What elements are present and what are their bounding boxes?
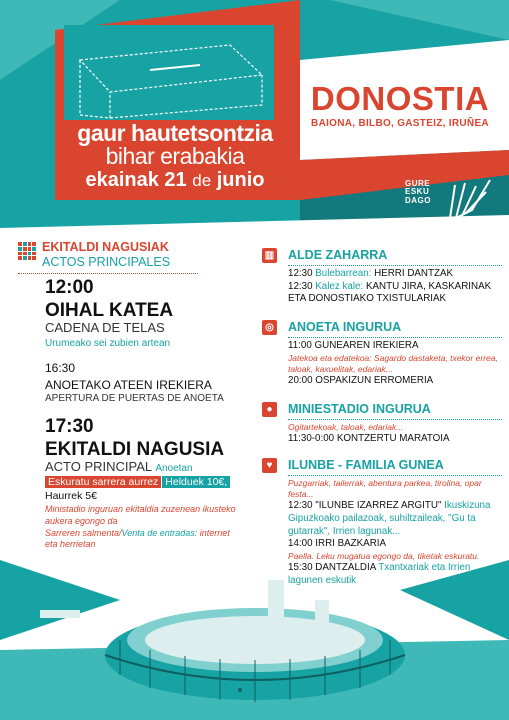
event-subtitle: CADENA DE TELAS	[45, 319, 165, 335]
brand-line-3: DAGO	[405, 195, 431, 205]
list-item: 12:30 Kalez kale: KANTU JIRA, KASKARINAK ETA DONOSTIAKO TXISTULARIAK	[288, 280, 492, 305]
list-item: 11:00 GUNEAREN IREKIERA	[288, 340, 419, 351]
event-time: 16:30	[45, 361, 76, 375]
event-time: 12:00	[45, 277, 94, 298]
sales-where: internet eta herrietan	[45, 527, 230, 550]
other-cities: BAIONA, BILBO, GASTEIZ, IRUÑEA	[311, 118, 489, 129]
section-title-eu: EKITALDI NAGUSIAK	[42, 240, 169, 254]
location-divider	[288, 337, 502, 338]
event-subtitle-row	[45, 460, 240, 474]
location-items	[288, 478, 502, 588]
event-title: EKITALDI NAGUSIA	[45, 439, 225, 460]
event-title: OIHAL KATEA	[45, 300, 174, 321]
slogan-block	[60, 122, 290, 190]
price-adults: Helduek 10€,	[162, 476, 230, 488]
location-divider	[288, 419, 502, 420]
sales-info	[45, 528, 240, 551]
event-title: ANOETAKO ATEEN IREKIERA	[45, 378, 212, 393]
sales-es: Venta de entradas:	[121, 527, 198, 538]
slogan-line-2: bihar erabakia	[105, 143, 245, 169]
section-title-es: ACTOS PRINCIPALES	[42, 255, 171, 269]
list-item: 11:30-0:00 KONTZERTU MARATOIA	[288, 433, 450, 445]
event-time: 17:30	[45, 416, 94, 437]
heart-icon: ♥	[262, 458, 277, 473]
list-item: 12:30 "ILUNBE IZARREZ ARGITU" Ikuskizuna Gipuzkoako pailazoak, suhiltzaileak, "Gu ta gutarrak", Irrien lagunak...	[288, 500, 491, 537]
list-item: 20:00 OSPAKIZUN ERROMERIA	[288, 374, 434, 386]
list-note: Ogitartekoak, taloak, edariak...	[288, 422, 404, 432]
location-items	[288, 422, 502, 446]
location-title: ALDE ZAHARRA	[288, 248, 388, 262]
ticket-label: Eskuratu sarrera aurrez	[45, 476, 161, 488]
event-location: Anoetan	[155, 462, 193, 474]
price-kids: Haurrek 5€	[45, 490, 97, 503]
sales-eu: Sarreren salmenta/	[45, 527, 122, 538]
list-item: 14:00 IRRI BAZKARIA	[288, 538, 387, 550]
stadium-icon: ◎	[262, 320, 277, 335]
list-note: Jatekoa eta edatekoa: Sagardo dastaketa, txekor errea, taloak, kaxuelitak, edariak...	[288, 352, 498, 374]
location-divider	[288, 475, 502, 476]
pin-icon: ●	[262, 402, 277, 417]
event-note: Urumeako sei zubien artean	[45, 338, 171, 350]
event-main-act	[45, 417, 240, 551]
event-subtitle: ACTO PRINCIPAL	[45, 458, 152, 474]
event-anoeta-doors	[45, 362, 224, 404]
ballot-box-icon	[64, 25, 274, 120]
streaming-note: Ministadio inguruan ekitaldia zuzenean ikusteko aukera egongo da	[45, 504, 236, 526]
location-items	[288, 340, 502, 388]
list-note: Paella. Leku mugatua egongo da, tiketak eskuratu.	[288, 551, 480, 562]
section-divider	[18, 273, 198, 274]
list-item: 15:30 DANTZALDIA Txantxariak eta Irrien lagunen eskutik	[288, 562, 471, 586]
slogan-line-1: gaur hautetsontzia	[77, 120, 273, 146]
event-oihal-katea	[45, 278, 173, 349]
date-connector: de	[192, 171, 212, 190]
event-subtitle: APERTURA DE PUERTAS DE ANOETA	[45, 392, 224, 404]
brand-line-1: GURE	[405, 179, 431, 188]
brand-line-2: ESKU	[405, 187, 430, 197]
city-block	[300, 82, 500, 129]
date-main: ekainak 21	[85, 169, 187, 191]
location-items	[288, 268, 502, 306]
location-title: MINIESTADIO INGURUA	[288, 402, 431, 416]
main-section-heading	[18, 240, 198, 269]
brand-logo	[405, 180, 431, 205]
location-divider	[288, 265, 502, 266]
grid-icon	[18, 242, 36, 260]
ticket-row	[45, 476, 240, 488]
date-spanish: junio	[216, 169, 265, 191]
list-note: Puzgarriak, tailerrak, abentura parkea, tirolina, opar festa...	[288, 478, 482, 500]
list-item: 12:30 Bulebarrean: HERRI DANTZAK	[288, 268, 454, 279]
event-date	[60, 170, 290, 190]
city-name: DONOSTIA	[310, 80, 490, 117]
location-title: ILUNBE - FAMILIA GUNEA	[288, 458, 444, 472]
location-title: ANOETA INGURUA	[288, 320, 402, 334]
building-icon: ▥	[262, 248, 277, 263]
